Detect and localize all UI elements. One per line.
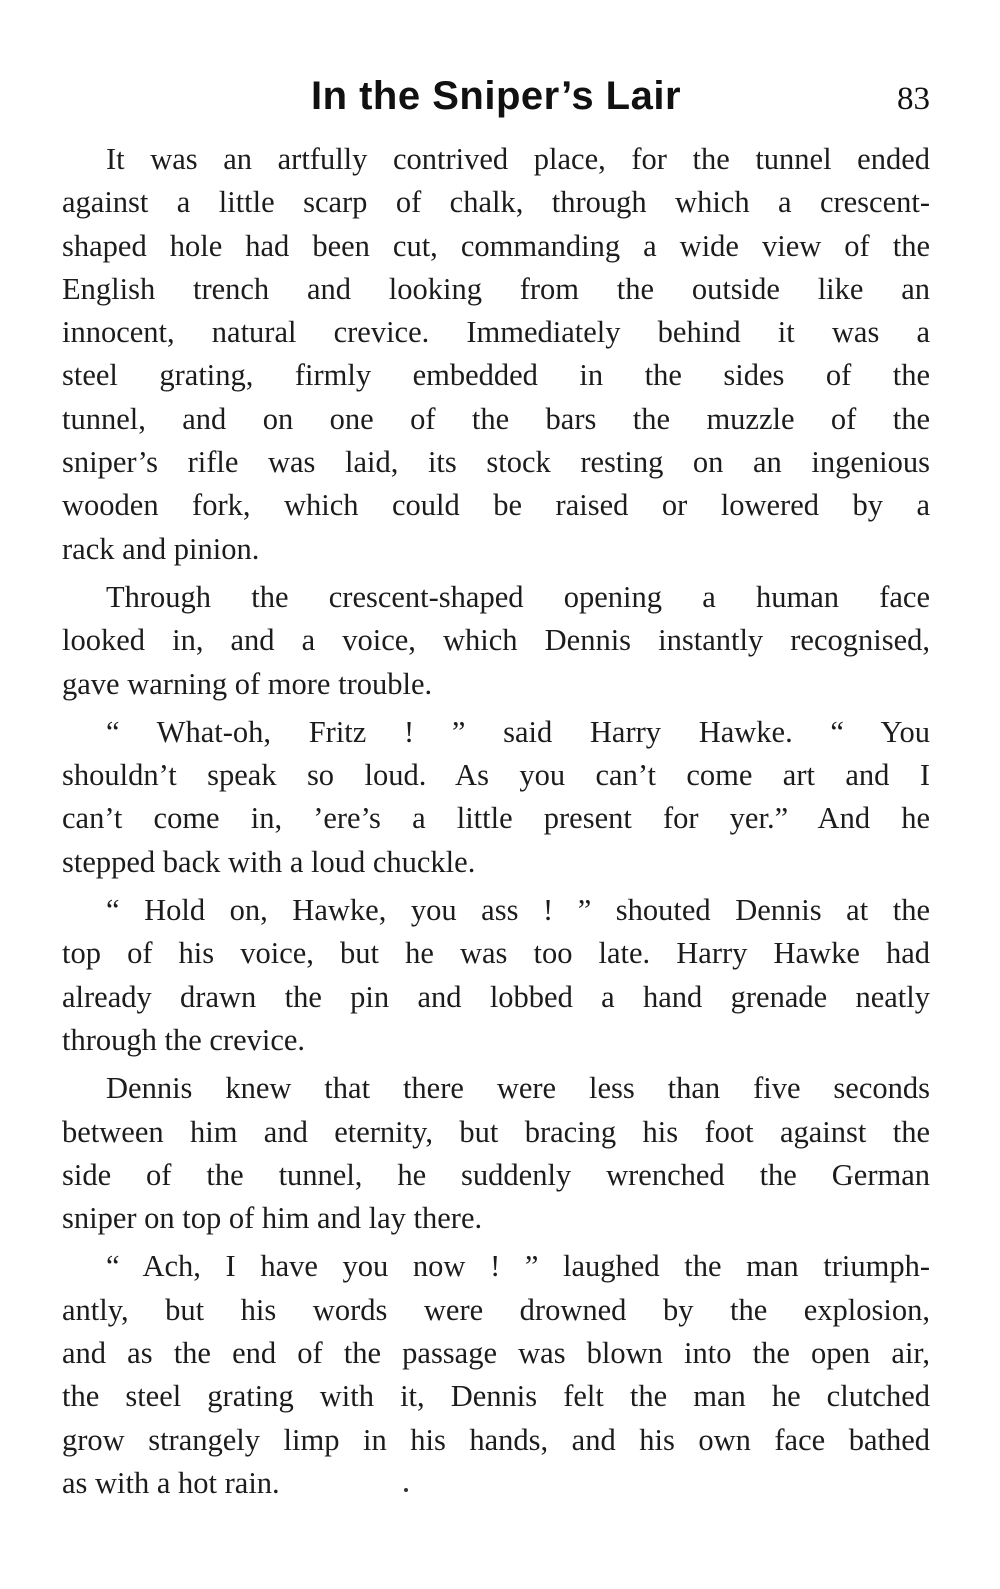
text-line: sniper’s rifle was laid, its stock resting on an ingenious: [62, 445, 930, 480]
text-line: Through the crescent-shaped opening a human face: [106, 579, 930, 614]
text-line: side of the tunnel, he suddenly wrenched the German: [62, 1157, 930, 1192]
text-line: and as the end of the passage was blown into the open air,: [62, 1336, 930, 1371]
body-text: [62, 138, 930, 1510]
text-line: as with a hot rain.: [62, 1465, 280, 1500]
text-line: looked in, and a voice, which Dennis instantly recognised,: [62, 623, 930, 658]
ink-speck: [404, 1488, 408, 1492]
text-line: through the crevice.: [62, 1022, 306, 1057]
text-line: tunnel, and on one of the bars the muzzle of the: [62, 401, 930, 436]
text-line: innocent, natural crevice. Immediately behind it was a: [62, 315, 930, 350]
text-line: “ Hold on, Hawke, you ass ! ” shouted Dennis at the: [106, 893, 930, 928]
paragraph-6: [62, 1245, 930, 1505]
text-line: English trench and looking from the outside like an: [62, 271, 930, 306]
paragraph-4: [62, 889, 930, 1062]
text-line: stepped back with a loud chuckle.: [62, 844, 476, 879]
text-line: wooden fork, which could be raised or lowered by a: [62, 488, 930, 523]
paragraph-3: [62, 711, 930, 884]
paragraph-2: [62, 576, 930, 706]
text-line: shouldn’t speak so loud. As you can’t come art and I: [62, 758, 930, 793]
text-line: “ Ach, I have you now ! ” laughed the man triumph-: [106, 1249, 930, 1284]
text-line: sniper on top of him and lay there.: [62, 1201, 483, 1236]
running-title: In the Sniper’s Lair: [310, 74, 682, 118]
text-line: shaped hole had been cut, commanding a wide view of the: [62, 228, 930, 263]
text-line: antly, but his words were drowned by the explosion,: [62, 1292, 930, 1327]
text-line: between him and eternity, but bracing his foot against the: [62, 1114, 930, 1149]
text-line: can’t come in, ’ere’s a little present for yer.” And he: [62, 801, 930, 836]
paragraph-5: [62, 1067, 930, 1240]
text-line: the steel grating with it, Dennis felt the man he clutched: [62, 1379, 930, 1414]
text-line: against a little scarp of chalk, through which a crescent-: [62, 185, 930, 220]
text-line: “ What-oh, Fritz ! ” said Harry Hawke. “ You: [106, 714, 930, 749]
text-line: rack and pinion.: [62, 531, 260, 566]
text-line: steel grating, firmly embedded in the sides of the: [62, 358, 930, 393]
text-line: It was an artfully contrived place, for the tunnel ended: [106, 142, 930, 176]
text-line: gave warning of more trouble.: [62, 666, 433, 701]
paragraph-1: [62, 138, 930, 571]
text-line: top of his voice, but he was too late. Harry Hawke had: [62, 936, 930, 971]
text-line: Dennis knew that there were less than five seconds: [106, 1071, 930, 1106]
text-line: already drawn the pin and lobbed a hand grenade neatly: [62, 979, 930, 1014]
page-number: 83: [897, 81, 930, 117]
running-head: [62, 68, 930, 128]
text-line: grow strangely limp in his hands, and his own face bathed: [62, 1422, 930, 1457]
